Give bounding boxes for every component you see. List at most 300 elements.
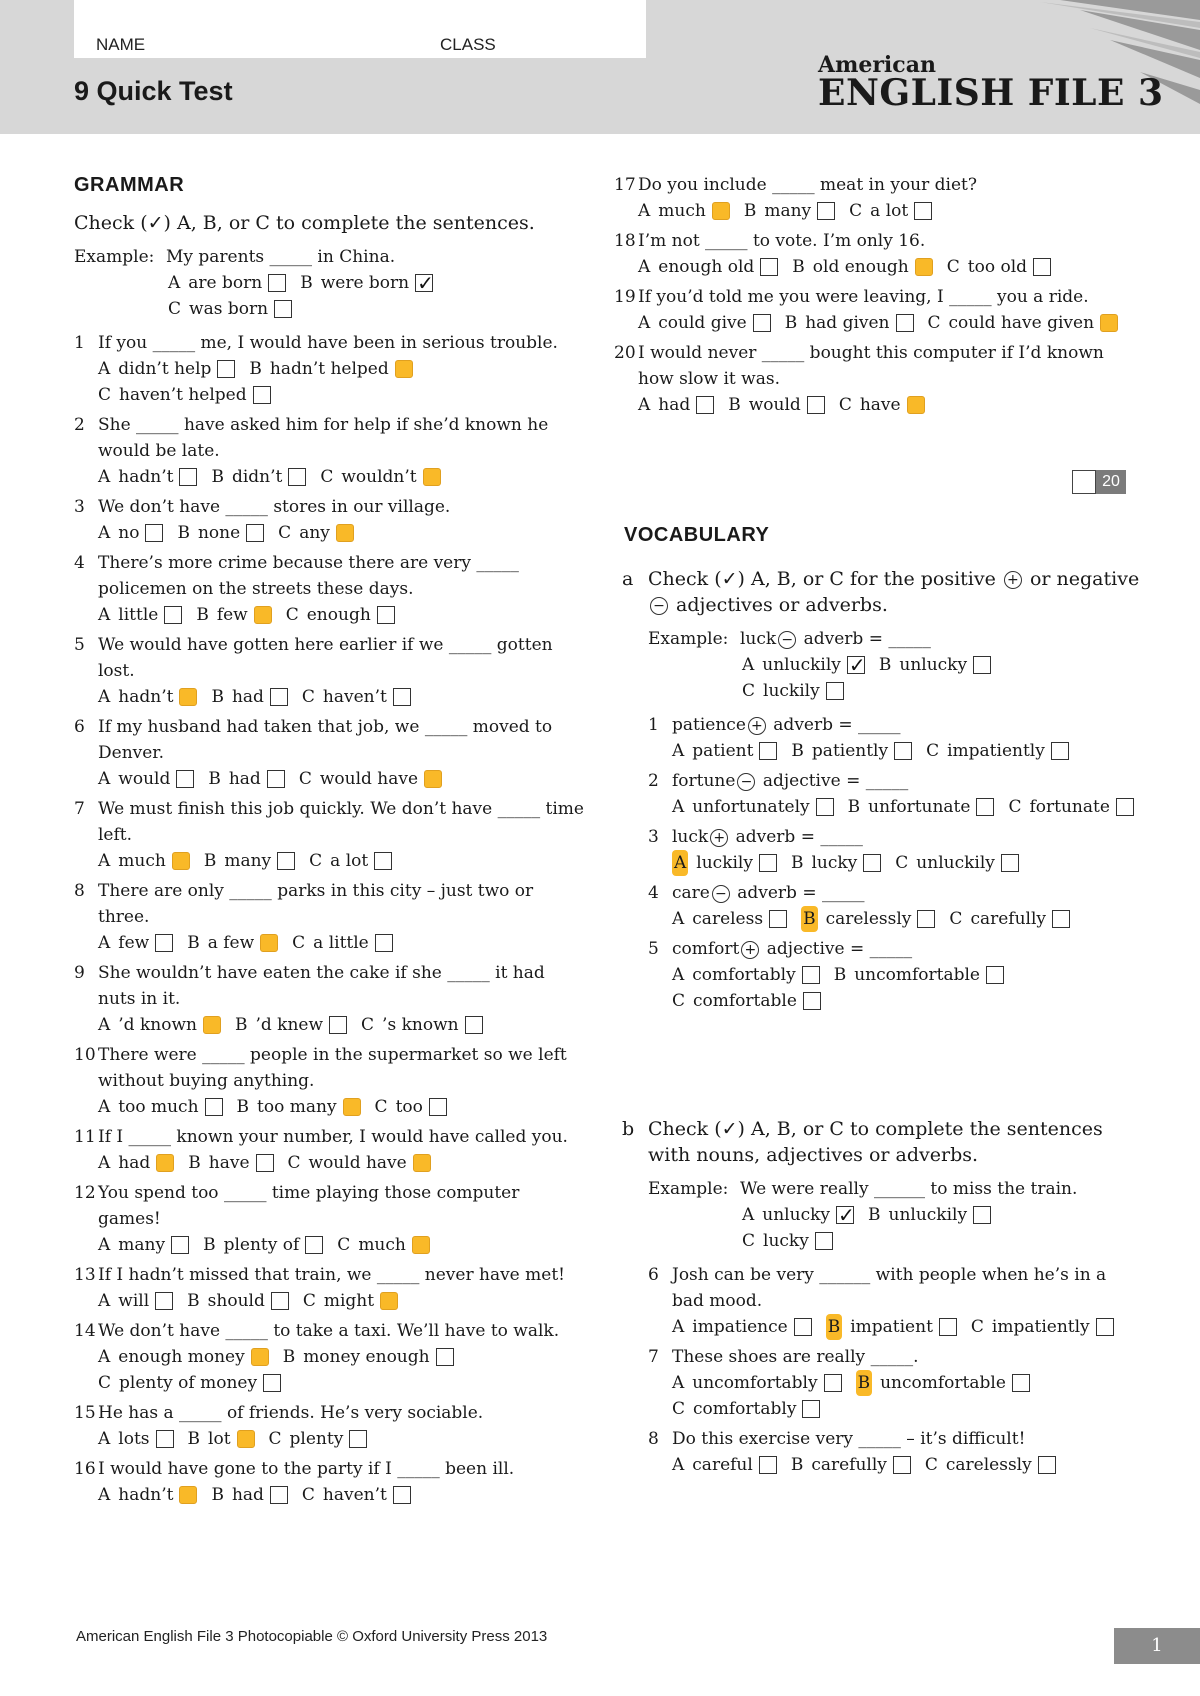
checkbox[interactable] bbox=[176, 770, 194, 788]
checkbox[interactable] bbox=[1116, 798, 1134, 816]
option-b bbox=[744, 198, 835, 224]
option-b bbox=[848, 794, 995, 820]
checkbox[interactable] bbox=[155, 934, 173, 952]
option-text: ’s known bbox=[382, 1015, 459, 1035]
option-text: hadn’t bbox=[118, 1485, 174, 1505]
checkbox[interactable] bbox=[1096, 1318, 1114, 1336]
option-letter: B bbox=[792, 257, 805, 277]
checkbox-highlighted[interactable] bbox=[395, 360, 413, 378]
option-b bbox=[211, 1482, 287, 1508]
option-a bbox=[638, 392, 714, 418]
option-c bbox=[299, 766, 442, 792]
plus-sign-icon: + bbox=[741, 941, 759, 959]
checkbox[interactable] bbox=[893, 1456, 911, 1474]
checkbox[interactable] bbox=[759, 854, 777, 872]
checkbox[interactable] bbox=[896, 314, 914, 332]
checkbox[interactable] bbox=[807, 396, 825, 414]
option-letter: B bbox=[211, 467, 224, 487]
checkbox[interactable] bbox=[826, 682, 844, 700]
checkbox[interactable] bbox=[1051, 742, 1069, 760]
option: B were born ✓ bbox=[300, 270, 433, 296]
checkbox-highlighted[interactable] bbox=[915, 258, 933, 276]
question-text: We don’t have _____ to take a taxi. We’ll have to walk. bbox=[98, 1321, 560, 1341]
option-text: haven’t bbox=[322, 687, 387, 707]
question-item bbox=[74, 714, 584, 792]
plus-sign-icon: + bbox=[710, 829, 728, 847]
option-letter: C bbox=[672, 1399, 686, 1419]
option-text: careless bbox=[692, 909, 764, 929]
checkbox[interactable] bbox=[429, 1098, 447, 1116]
vocab-b-question-list bbox=[622, 1262, 1142, 1478]
prompt-word: comfort bbox=[672, 939, 740, 959]
checkbox[interactable] bbox=[1052, 910, 1070, 928]
part-a-letter: a bbox=[622, 568, 634, 590]
option-letter: A bbox=[672, 965, 685, 985]
option-c bbox=[309, 848, 392, 874]
option-letter: C bbox=[298, 769, 312, 789]
option-text: fortunate bbox=[1029, 797, 1110, 817]
option-c bbox=[292, 930, 393, 956]
option: C lucky bbox=[742, 1228, 833, 1254]
checkbox[interactable] bbox=[375, 934, 393, 952]
question-number: 8 bbox=[648, 1429, 659, 1449]
checkbox[interactable] bbox=[759, 1456, 777, 1474]
question-item bbox=[648, 768, 1142, 820]
example-options-row2 bbox=[74, 296, 584, 322]
option-letter: C bbox=[268, 1429, 282, 1449]
option-text: many bbox=[224, 851, 272, 871]
option-letter: A bbox=[98, 769, 111, 789]
option-text: didn’t bbox=[231, 467, 283, 487]
checkbox[interactable] bbox=[973, 1206, 991, 1224]
option-text: have bbox=[208, 1153, 250, 1173]
checkbox[interactable] bbox=[436, 1348, 454, 1366]
option-text: much bbox=[358, 1235, 406, 1255]
checkbox-highlighted[interactable] bbox=[336, 524, 354, 542]
option-letter: A bbox=[98, 933, 111, 953]
option-text: a lot bbox=[870, 201, 909, 221]
option-c bbox=[302, 1482, 411, 1508]
option-letter: C bbox=[287, 1153, 301, 1173]
answer-options bbox=[98, 766, 584, 792]
option-letter: B bbox=[177, 523, 190, 543]
checkbox-highlighted[interactable] bbox=[423, 468, 441, 486]
plus-sign-icon: + bbox=[748, 717, 766, 735]
checkbox[interactable] bbox=[171, 1236, 189, 1254]
option-letter: A bbox=[638, 201, 651, 221]
option-a bbox=[98, 1482, 197, 1508]
answer-options bbox=[98, 356, 584, 408]
checkbox[interactable] bbox=[917, 910, 935, 928]
option-a bbox=[672, 906, 787, 932]
question-item bbox=[74, 550, 584, 628]
checkbox-highlighted[interactable] bbox=[712, 202, 730, 220]
question-item bbox=[648, 880, 1142, 932]
question-item bbox=[74, 412, 584, 490]
option-letter: A bbox=[672, 1317, 685, 1337]
option-c bbox=[320, 464, 440, 490]
checkbox[interactable] bbox=[1012, 1374, 1030, 1392]
question-item bbox=[648, 936, 1142, 1014]
question-number: 11 bbox=[74, 1127, 96, 1147]
question-number: 15 bbox=[74, 1403, 96, 1423]
answer-options bbox=[98, 684, 584, 710]
grammar-instruction: Check (✓) A, B, or C to complete the sentences. bbox=[74, 212, 535, 234]
class-label: CLASS bbox=[440, 35, 496, 54]
prompt-word: fortune bbox=[672, 771, 736, 791]
checkbox[interactable] bbox=[894, 742, 912, 760]
answer-options bbox=[98, 1426, 584, 1452]
example-prompt bbox=[740, 626, 931, 652]
checkbox[interactable] bbox=[803, 992, 821, 1010]
checkbox[interactable] bbox=[802, 966, 820, 984]
option-a bbox=[98, 520, 163, 546]
question-item bbox=[74, 494, 584, 546]
option-text: had given bbox=[805, 313, 890, 333]
vocab-a-question-list bbox=[622, 712, 1142, 1014]
question-item bbox=[614, 228, 1134, 280]
option-b bbox=[791, 1452, 911, 1478]
option-a bbox=[98, 684, 197, 710]
question-item bbox=[614, 172, 1134, 224]
example-rest: adverb = _____ bbox=[803, 629, 931, 649]
grammar-question-list-continued bbox=[614, 172, 1134, 418]
option-letter: A bbox=[672, 909, 685, 929]
option-text: comfortably bbox=[693, 1399, 797, 1419]
question-item bbox=[648, 824, 1142, 876]
option-text: a little bbox=[313, 933, 369, 953]
option-c bbox=[1008, 794, 1133, 820]
checkbox[interactable] bbox=[267, 770, 285, 788]
example-word: luck bbox=[740, 629, 777, 649]
checkbox[interactable] bbox=[271, 1292, 289, 1310]
checkbox[interactable] bbox=[815, 1232, 833, 1250]
option-letter: C bbox=[98, 1373, 112, 1393]
option-a bbox=[98, 848, 190, 874]
checkbox[interactable] bbox=[760, 258, 778, 276]
checkbox[interactable] bbox=[794, 1318, 812, 1336]
option-text: hadn’t bbox=[118, 687, 174, 707]
option-text: had bbox=[658, 395, 691, 415]
question-text: I would have gone to the party if I _____ been ill. bbox=[98, 1459, 515, 1479]
option-letter: B bbox=[791, 741, 804, 761]
question-number: 3 bbox=[648, 827, 659, 847]
option-text: had bbox=[231, 687, 264, 707]
answer-options bbox=[672, 1370, 1142, 1422]
checkbox[interactable] bbox=[349, 1430, 367, 1448]
question-number: 12 bbox=[74, 1183, 96, 1203]
checkbox[interactable] bbox=[253, 386, 271, 404]
checkbox[interactable] bbox=[976, 798, 994, 816]
checkbox-highlighted[interactable] bbox=[424, 770, 442, 788]
checkbox[interactable] bbox=[465, 1016, 483, 1034]
option-a bbox=[98, 1426, 174, 1452]
question-text: She wouldn’t have eaten the cake if she _____ it had nuts in it. bbox=[98, 963, 545, 1009]
checkbox-highlighted[interactable] bbox=[179, 1486, 197, 1504]
checkbox[interactable] bbox=[270, 1486, 288, 1504]
option-text: lots bbox=[118, 1429, 150, 1449]
vocabulary-part-a bbox=[622, 566, 1142, 1018]
option-a bbox=[98, 602, 182, 628]
checkbox-highlighted[interactable] bbox=[156, 1154, 174, 1172]
answer-options bbox=[98, 602, 584, 628]
checkbox[interactable] bbox=[270, 688, 288, 706]
option-text: plenty of money bbox=[119, 1373, 258, 1393]
checkbox[interactable] bbox=[817, 202, 835, 220]
option-letter: C bbox=[838, 395, 852, 415]
checkbox[interactable] bbox=[802, 1400, 820, 1418]
answer-options bbox=[98, 464, 584, 490]
option-text: ’d knew bbox=[255, 1015, 324, 1035]
example-options bbox=[74, 270, 584, 296]
checkbox[interactable] bbox=[164, 606, 182, 624]
option-text: old enough bbox=[812, 257, 909, 277]
option-c bbox=[303, 1288, 398, 1314]
checkbox-highlighted[interactable] bbox=[172, 852, 190, 870]
checkbox[interactable] bbox=[277, 852, 295, 870]
checkbox[interactable] bbox=[374, 852, 392, 870]
option-text: haven’t bbox=[322, 1485, 387, 1505]
checkbox-highlighted[interactable] bbox=[380, 1292, 398, 1310]
option-letter: A bbox=[98, 523, 111, 543]
option-c bbox=[928, 310, 1119, 336]
checkbox[interactable] bbox=[769, 910, 787, 928]
checkbox-highlighted[interactable] bbox=[260, 934, 278, 952]
checkbox-highlighted[interactable] bbox=[251, 1348, 269, 1366]
option-text: would have bbox=[308, 1153, 407, 1173]
checkbox[interactable] bbox=[393, 1486, 411, 1504]
option-letter: B bbox=[801, 906, 818, 932]
checkbox-highlighted[interactable] bbox=[413, 1154, 431, 1172]
option-a bbox=[98, 766, 194, 792]
question-item bbox=[614, 284, 1134, 336]
option-b bbox=[237, 1094, 361, 1120]
option-text: enough money bbox=[118, 1347, 245, 1367]
checkbox-highlighted[interactable] bbox=[907, 396, 925, 414]
option-letter: A bbox=[672, 797, 685, 817]
question-number: 6 bbox=[74, 717, 85, 737]
checkbox[interactable] bbox=[288, 468, 306, 486]
option-letter: C bbox=[949, 909, 963, 929]
answer-options bbox=[672, 794, 1142, 820]
question-item bbox=[648, 712, 1142, 764]
checkbox[interactable] bbox=[1033, 258, 1051, 276]
checkbox[interactable] bbox=[986, 966, 1004, 984]
checkbox-ticked[interactable] bbox=[415, 274, 433, 292]
option-a bbox=[98, 930, 173, 956]
option-letter: C bbox=[292, 933, 306, 953]
question-number: 16 bbox=[74, 1459, 96, 1479]
option-text: much bbox=[658, 201, 706, 221]
option-c bbox=[269, 1426, 368, 1452]
checkbox[interactable] bbox=[393, 688, 411, 706]
vocab-a-example bbox=[622, 626, 1142, 704]
answer-options bbox=[98, 520, 584, 546]
option-text: impatiently bbox=[991, 1317, 1090, 1337]
option-text: carelessly bbox=[945, 1455, 1032, 1475]
checkbox[interactable] bbox=[939, 1318, 957, 1336]
question-number: 4 bbox=[648, 883, 659, 903]
option-b bbox=[208, 766, 284, 792]
example-label: Example: bbox=[648, 629, 729, 649]
checkbox[interactable] bbox=[217, 360, 235, 378]
answer-options bbox=[98, 1344, 584, 1396]
option-letter: B bbox=[187, 1291, 200, 1311]
checkbox[interactable] bbox=[246, 524, 264, 542]
option-c bbox=[288, 1150, 431, 1176]
word-prompt bbox=[672, 768, 1142, 794]
question-text: You spend too _____ time playing those computer games! bbox=[98, 1183, 520, 1229]
checkbox[interactable] bbox=[377, 606, 395, 624]
answer-options bbox=[672, 962, 1142, 1014]
example-options bbox=[648, 1202, 1142, 1228]
question-text: If you _____ me, I would have been in serious trouble. bbox=[98, 333, 558, 353]
checkbox-highlighted[interactable] bbox=[1100, 314, 1118, 332]
option-text: a lot bbox=[330, 851, 369, 871]
example-options-row2 bbox=[648, 678, 1142, 704]
option-text: comfortably bbox=[692, 965, 796, 985]
part-a-instruction-or: or bbox=[1029, 568, 1051, 590]
option: C was born bbox=[168, 296, 292, 322]
answer-options bbox=[98, 1094, 584, 1120]
checkbox-highlighted[interactable] bbox=[179, 688, 197, 706]
example-label: Example: bbox=[648, 1179, 729, 1199]
question-text: If you’d told me you were leaving, I _____ you a ride. bbox=[638, 287, 1089, 307]
option-letter: B bbox=[203, 1235, 216, 1255]
answer-options bbox=[98, 1232, 584, 1258]
question-text: There are only _____ parks in this city – just two or three. bbox=[98, 881, 534, 927]
checkbox[interactable] bbox=[268, 274, 286, 292]
question-number: 18 bbox=[614, 231, 636, 251]
question-text: He has a _____ of friends. He’s very sociable. bbox=[98, 1403, 484, 1423]
option-a bbox=[672, 962, 820, 988]
option-text: would have bbox=[319, 769, 419, 789]
checkbox[interactable] bbox=[816, 798, 834, 816]
question-text: I would never _____ bought this computer if I’d known how slow it was. bbox=[638, 343, 1104, 389]
checkbox[interactable] bbox=[1001, 854, 1019, 872]
option-letter: B bbox=[187, 933, 200, 953]
question-number: 9 bbox=[74, 963, 85, 983]
option-text: impatience bbox=[692, 1317, 788, 1337]
question-item bbox=[74, 330, 584, 408]
option-letter: C bbox=[301, 1485, 315, 1505]
option-c bbox=[849, 198, 932, 224]
checkbox[interactable] bbox=[305, 1236, 323, 1254]
score-input-box[interactable] bbox=[1072, 470, 1096, 494]
option-letter: C bbox=[924, 1455, 938, 1475]
checkbox-ticked[interactable] bbox=[836, 1206, 854, 1224]
option-letter: B bbox=[188, 1153, 201, 1173]
option-b bbox=[834, 962, 1004, 988]
option-b bbox=[728, 392, 825, 418]
option-letter: C bbox=[927, 313, 941, 333]
option-b bbox=[249, 356, 412, 382]
checkbox[interactable] bbox=[759, 742, 777, 760]
checkbox[interactable] bbox=[156, 1430, 174, 1448]
option-c bbox=[672, 1396, 820, 1422]
option-text: should bbox=[207, 1291, 265, 1311]
checkbox[interactable] bbox=[753, 314, 771, 332]
option-letter: A bbox=[98, 605, 111, 625]
part-b-letter: b bbox=[622, 1118, 635, 1140]
option-a bbox=[672, 738, 777, 764]
option-c bbox=[98, 382, 271, 408]
question-item bbox=[74, 796, 584, 874]
checkbox[interactable] bbox=[256, 1154, 274, 1172]
part-a-instruction bbox=[622, 566, 1142, 618]
question-text: If my husband had taken that job, we _____ moved to Denver. bbox=[98, 717, 553, 763]
option-text: too much bbox=[118, 1097, 199, 1117]
option-text: had bbox=[118, 1153, 151, 1173]
option-b bbox=[211, 464, 306, 490]
option-a bbox=[98, 1094, 223, 1120]
option-a bbox=[98, 356, 235, 382]
checkbox[interactable] bbox=[155, 1292, 173, 1310]
checkbox[interactable] bbox=[696, 396, 714, 414]
checkbox[interactable] bbox=[1038, 1456, 1056, 1474]
option-letter: B bbox=[196, 605, 209, 625]
option-text: unluckily bbox=[916, 853, 995, 873]
option-letter: B bbox=[211, 1485, 224, 1505]
checkbox[interactable] bbox=[205, 1098, 223, 1116]
brand-english-file: ENGLISH FILE 3 bbox=[818, 72, 1164, 114]
checkbox[interactable] bbox=[914, 202, 932, 220]
question-number: 10 bbox=[74, 1045, 96, 1065]
option-text: uncomfortable bbox=[854, 965, 980, 985]
question-text: I’m not _____ to vote. I’m only 16. bbox=[638, 231, 926, 251]
option-text: too bbox=[395, 1097, 423, 1117]
prompt-rest: adjective = _____ bbox=[762, 771, 909, 791]
option-letter: C bbox=[374, 1097, 388, 1117]
option-letter: C bbox=[337, 1235, 351, 1255]
checkbox[interactable] bbox=[179, 468, 197, 486]
checkbox-highlighted[interactable] bbox=[254, 606, 272, 624]
checkbox[interactable] bbox=[274, 300, 292, 318]
checkbox[interactable] bbox=[145, 524, 163, 542]
checkbox-ticked[interactable] bbox=[847, 656, 865, 674]
word-prompt bbox=[672, 712, 1142, 738]
checkbox[interactable] bbox=[263, 1374, 281, 1392]
option: C luckily bbox=[742, 678, 844, 704]
checkbox[interactable] bbox=[973, 656, 991, 674]
option-text: patient bbox=[692, 741, 754, 761]
checkbox[interactable] bbox=[329, 1016, 347, 1034]
question-item bbox=[74, 1318, 584, 1396]
question-number: 20 bbox=[614, 343, 636, 363]
option-text: little bbox=[118, 605, 159, 625]
answer-options bbox=[98, 1288, 584, 1314]
name-class-strip bbox=[74, 0, 646, 58]
example-text: We were really ______ to miss the train. bbox=[740, 1179, 1078, 1199]
checkbox-highlighted[interactable] bbox=[412, 1236, 430, 1254]
question-item bbox=[74, 1262, 584, 1314]
option-c bbox=[949, 906, 1070, 932]
option-text: have bbox=[859, 395, 901, 415]
checkbox-highlighted[interactable] bbox=[343, 1098, 361, 1116]
question-number: 6 bbox=[648, 1265, 659, 1285]
prompt-word: care bbox=[672, 883, 710, 903]
checkbox-highlighted[interactable] bbox=[203, 1016, 221, 1034]
grammar-left-column bbox=[74, 210, 584, 1512]
example-options bbox=[648, 652, 1142, 678]
question-text: Do you include _____ meat in your diet? bbox=[638, 175, 977, 195]
question-item bbox=[614, 340, 1134, 418]
checkbox[interactable] bbox=[863, 854, 881, 872]
checkbox-highlighted[interactable] bbox=[237, 1430, 255, 1448]
name-label: NAME bbox=[96, 35, 146, 54]
checkbox[interactable] bbox=[824, 1374, 842, 1392]
option-letter: A bbox=[638, 313, 651, 333]
